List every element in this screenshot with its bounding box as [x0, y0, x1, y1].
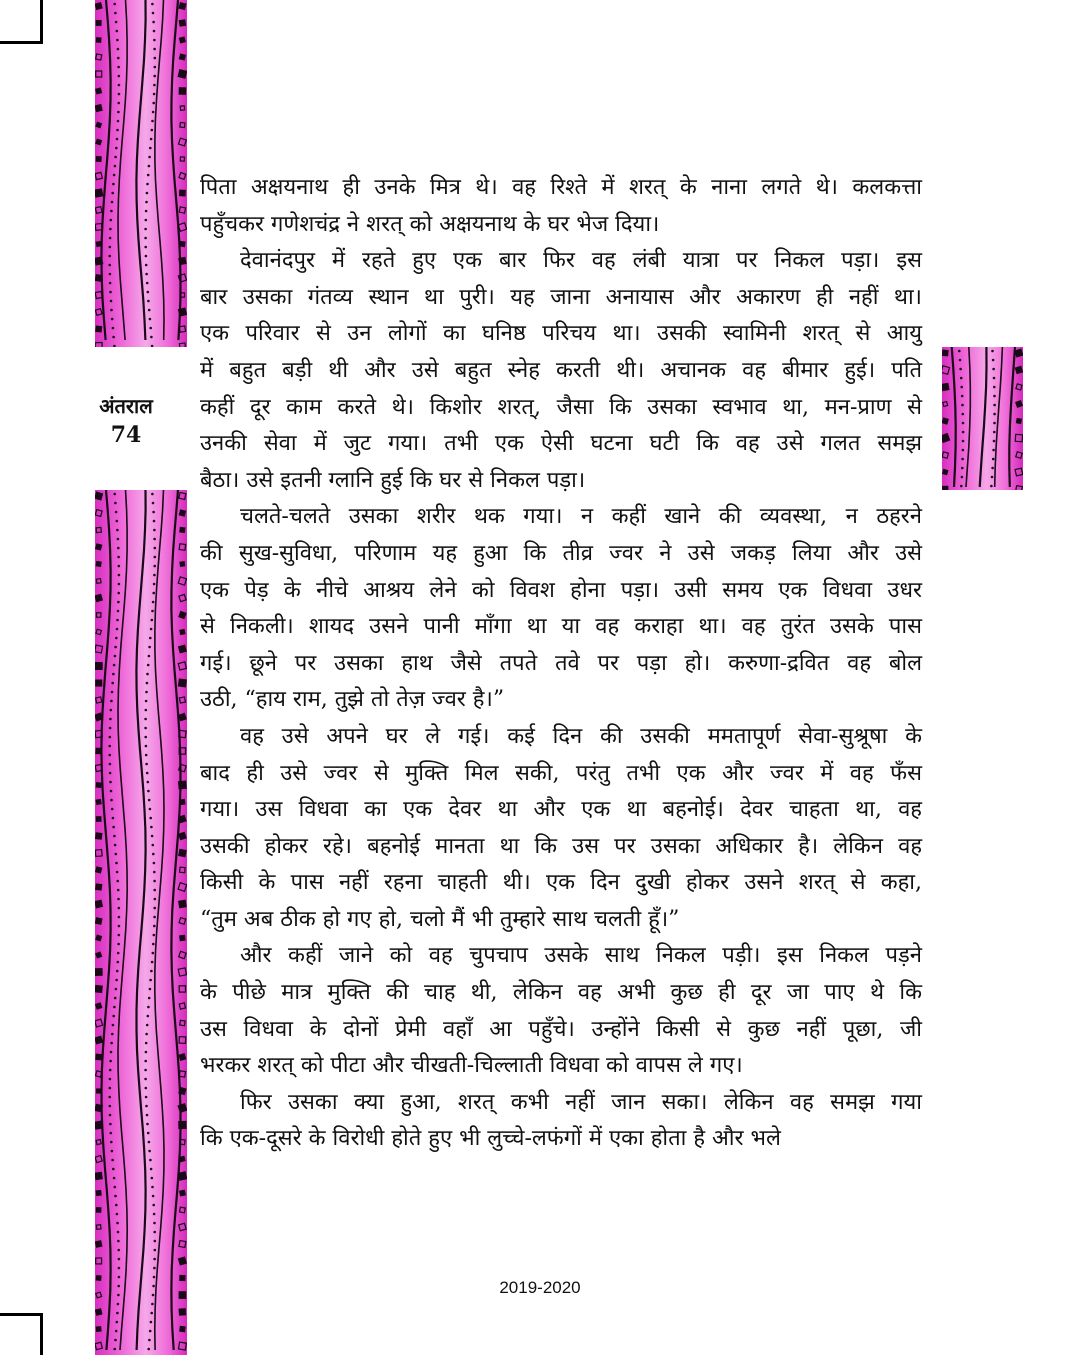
text-line: में बहुत बड़ी थी और उसे बहुत स्नेह करती थी। अचानक वह बीमार हुई। पति — [200, 357, 922, 383]
text-line: के पीछे मात्र मुक्ति की चाह थी, लेकिन वह अभी कुछ ही दूर जा पाए थे कि — [200, 980, 922, 1006]
crop-mark-bottom-left-horizontal — [0, 1313, 43, 1316]
paragraph — [200, 1085, 922, 1158]
text-line: पिता अक्षयनाथ ही उनके मित्र थे। वह रिश्ते में शरत् के नाना लगते थे। कलकत्ता — [200, 175, 922, 200]
book-title: अंतराल — [99, 394, 153, 418]
paragraph — [200, 938, 922, 1084]
text-line: बाद ही उसे ज्वर से मुक्ति मिल सकी, परंतु तभी एक और ज्वर में वह फँस — [200, 760, 922, 786]
text-line: गया। उस विधवा का एक देवर था और एक था बहनोई। देवर चाहता था, वह — [200, 797, 922, 823]
text-line: कहीं दूर काम करते थे। किशोर शरत्, जैसा कि उसका स्वभाव था, मन-प्राण से — [200, 394, 922, 420]
text-line: से निकली। शायद उसने पानी माँगा था या वह कराहा था। वह तुरंत उसके पास — [200, 614, 922, 640]
decorative-border-bottom — [95, 490, 187, 1355]
text-line: कि एक-दूसरे के विरोधी होते हुए भी लुच्चे-लफंगों में एका होता है और भले — [200, 1126, 781, 1152]
decorative-border-top — [95, 0, 187, 347]
page-number: 74 — [110, 422, 142, 448]
text-line: फिर उसका क्या हुआ, शरत् कभी नहीं जान सका। लेकिन वह समझ गया — [240, 1089, 922, 1115]
text-line: उसकी होकर रहे। बहनोई मानता था कि उस पर उसका अधिकार है। लेकिन वह — [200, 833, 922, 859]
text-line: उठी, “हाय राम, तुझे तो तेज़ ज्वर है।” — [200, 687, 505, 713]
paragraph — [200, 499, 922, 719]
chapter-body-text — [200, 170, 922, 1158]
paragraph — [200, 170, 922, 243]
text-line: की सुख-सुविधा, परिणाम यह हुआ कि तीव्र ज्वर ने उसे जकड़ लिया और उसे — [200, 540, 922, 566]
crop-mark-top-left-horizontal — [0, 41, 43, 44]
text-line: एक परिवार से उन लोगों का घनिष्ठ परिचय था। उसकी स्वामिनी शरत् से आयु — [200, 321, 922, 347]
paragraph — [200, 719, 922, 939]
text-line: और कहीं जाने को वह चुपचाप उसके साथ निकल पड़ी। इस निकल पड़ने — [240, 943, 922, 969]
text-line: पहुँचकर गणेशचंद्र ने शरत् को अक्षयनाथ के घर भेज दिया। — [200, 211, 660, 237]
text-line: देवानंदपुर में रहते हुए एक बार फिर वह लंबी यात्रा पर निकल पड़ा। इस — [240, 248, 922, 274]
crop-mark-top-left-vertical — [40, 0, 43, 44]
footer-year: 2019-2020 — [499, 1278, 581, 1297]
text-line: उनकी सेवा में जुट गया। तभी एक ऐसी घटना घटी कि वह उसे गलत समझ — [200, 431, 922, 457]
text-line: उस विधवा के दोनों प्रेमी वहाँ आ पहुँचे। उन्होंने किसी से कुछ नहीं पूछा, जी — [200, 1016, 922, 1042]
text-line: वह उसे अपने घर ले गई। कई दिन की उसकी ममतापूर्ण सेवा-सुश्रूषा के — [240, 723, 922, 749]
text-line: बैठा। उसे इतनी ग्लानि हुई कि घर से निकल पड़ा। — [200, 467, 586, 493]
paragraph — [200, 243, 922, 499]
text-line: एक पेड़ के नीचे आश्रय लेने को विवश होना पड़ा। उसी समय एक विधवा उधर — [200, 577, 922, 603]
text-line: “तुम अब ठीक हो गए हो, चलो मैं भी तुम्हारे साथ चलती हूँ।” — [200, 906, 680, 932]
text-line: किसी के पास नहीं रहना चाहती थी। एक दिन दुखी होकर उसने शरत् से कहा, — [200, 870, 922, 896]
decorative-border-right — [942, 347, 1023, 490]
text-line: बार उसका गंतव्य स्थान था पुरी। यह जाना अनायास और अकारण ही नहीं था। — [200, 284, 922, 310]
text-line: चलते-चलते उसका शरीर थक गया। न कहीं खाने की व्यवस्था, न ठहरने — [240, 504, 922, 530]
text-line: गई। छूने पर उसका हाथ जैसे तपते तवे पर पड़ा हो। करुणा-द्रवित वह बोल — [200, 650, 922, 676]
text-line: भरकर शरत् को पीटा और चीखती-चिल्लाती विधवा को वापस ले गए। — [200, 1053, 743, 1079]
crop-mark-bottom-left-vertical — [40, 1313, 43, 1355]
